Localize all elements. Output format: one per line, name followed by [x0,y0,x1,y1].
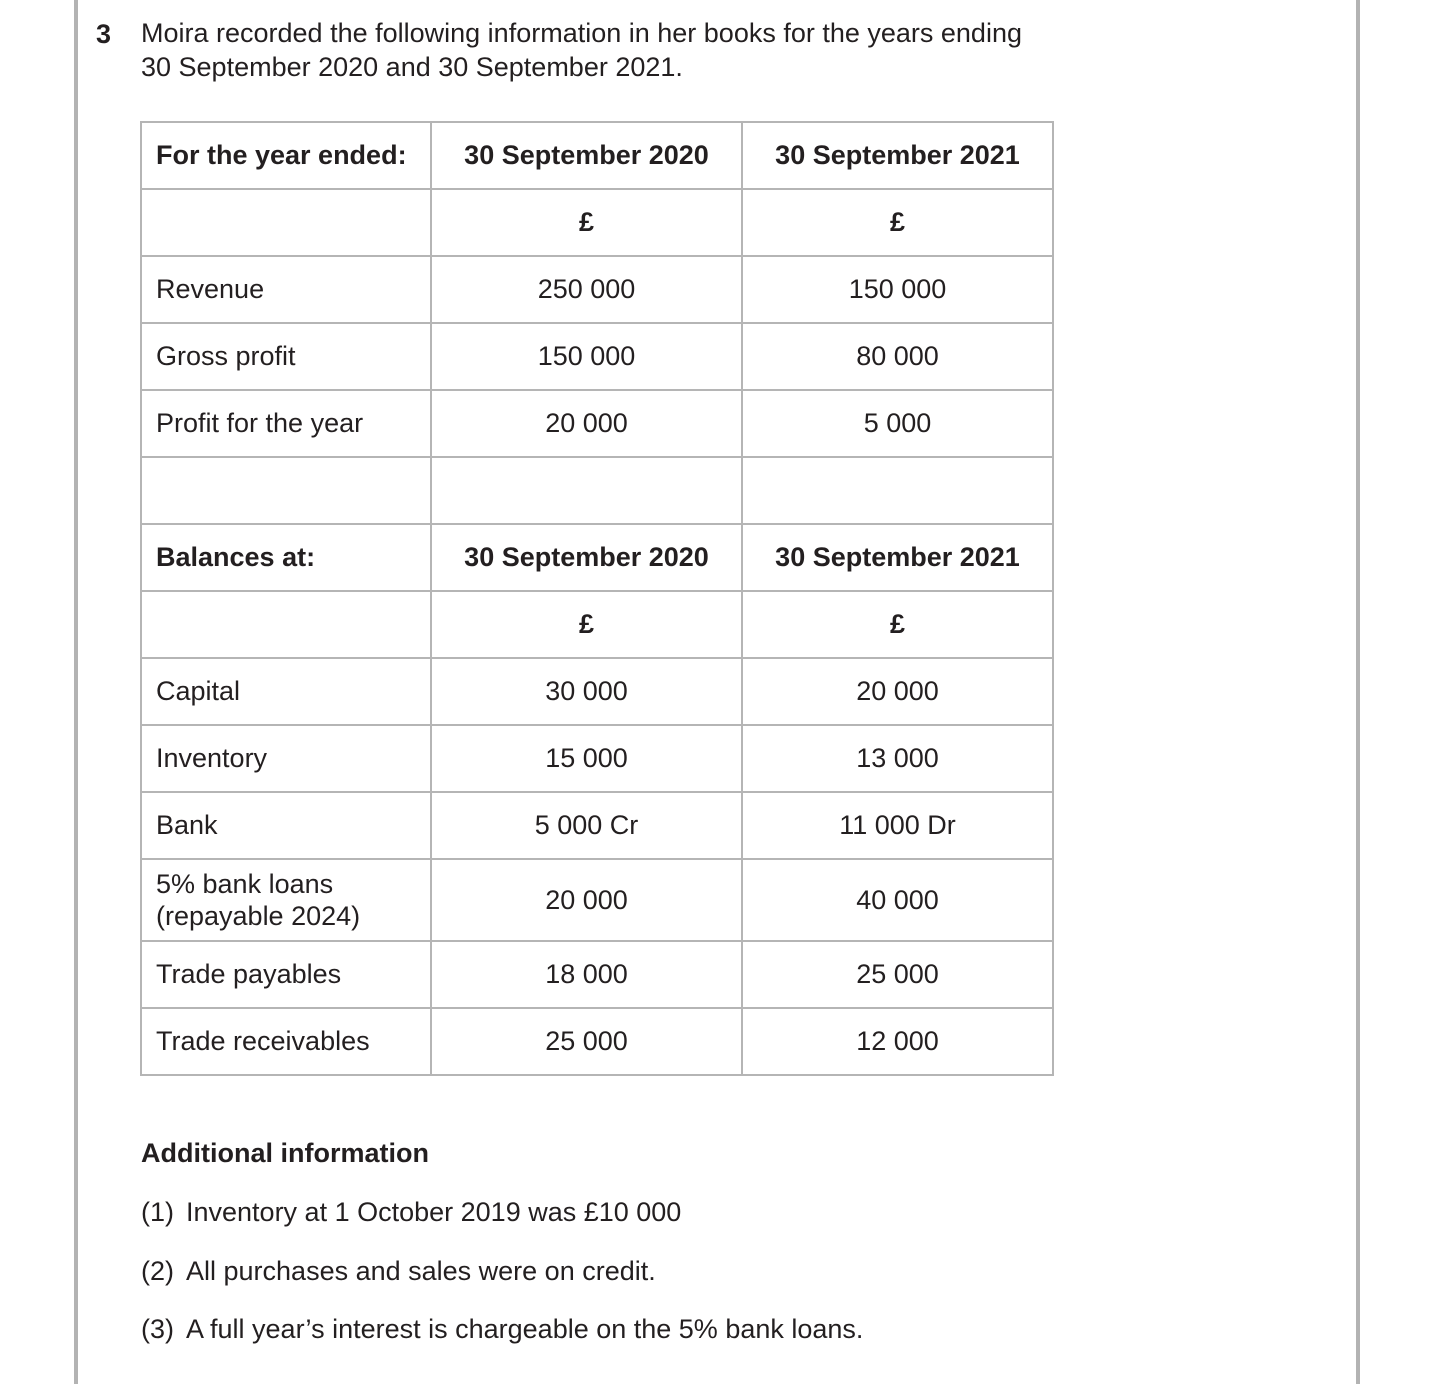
row-value: 150 000 [431,323,742,390]
row-label: Inventory [141,725,431,792]
note-item [141,1197,681,1228]
table-row [141,941,1053,1008]
note-text: All purchases and sales were on credit. [186,1256,656,1286]
row-value: 80 000 [742,323,1053,390]
note-item [141,1314,863,1345]
left-margin-line [74,0,78,1384]
right-margin-line [1356,0,1360,1384]
empty-cell [431,457,742,524]
question-number: 3 [96,19,112,49]
table-units-row [141,591,1053,658]
question-text-line-2: 30 September 2020 and 30 September 2021. [141,52,683,82]
header-cell: 30 September 2021 [742,122,1053,189]
row-label [141,859,431,941]
row-value: 20 000 [742,658,1053,725]
table-row [141,256,1053,323]
row-value: 20 000 [431,390,742,457]
table-row [141,725,1053,792]
table-row [141,792,1053,859]
empty-cell [141,457,431,524]
table-row [141,390,1053,457]
question-text-line-1: Moira recorded the following information in her books for the years ending [141,18,1022,48]
header-cell: For the year ended: [141,122,431,189]
row-label: Capital [141,658,431,725]
table-header-row [141,122,1053,189]
additional-info-title: Additional information [141,1138,429,1168]
row-value: 5 000 [742,390,1053,457]
row-label: Gross profit [141,323,431,390]
note-label: (2) [141,1256,174,1286]
row-value: 18 000 [431,941,742,1008]
units-cell: £ [431,189,742,256]
units-cell [141,591,431,658]
note-label: (1) [141,1197,174,1227]
row-label: Revenue [141,256,431,323]
table-row [141,323,1053,390]
row-label: Trade receivables [141,1008,431,1075]
row-value: 30 000 [431,658,742,725]
row-label-line-1: 5% bank loans [156,869,334,899]
table-row [141,658,1053,725]
financial-data-table [140,121,1054,1076]
header-cell: 30 September 2020 [431,122,742,189]
table-row [141,859,1053,941]
row-label: Bank [141,792,431,859]
row-value: 15 000 [431,725,742,792]
row-value: 40 000 [742,859,1053,941]
table-row [141,1008,1053,1075]
row-label: Trade payables [141,941,431,1008]
row-value: 11 000 Dr [742,792,1053,859]
row-label: Profit for the year [141,390,431,457]
table-empty-row [141,457,1053,524]
row-value: 12 000 [742,1008,1053,1075]
units-cell [141,189,431,256]
note-text: A full year’s interest is chargeable on the 5% bank loans. [186,1314,864,1344]
question-text [141,16,1101,84]
header-cell: 30 September 2020 [431,524,742,591]
row-value: 25 000 [742,941,1053,1008]
row-value: 250 000 [431,256,742,323]
units-cell: £ [742,189,1053,256]
row-value: 25 000 [431,1008,742,1075]
row-value: 20 000 [431,859,742,941]
note-text: Inventory at 1 October 2019 was £10 000 [186,1197,682,1227]
row-value: 13 000 [742,725,1053,792]
row-value: 150 000 [742,256,1053,323]
units-cell: £ [431,591,742,658]
empty-cell [742,457,1053,524]
header-cell: 30 September 2021 [742,524,1053,591]
row-label-line-2: (repayable 2024) [156,901,361,931]
row-value: 5 000 Cr [431,792,742,859]
note-label: (3) [141,1314,174,1344]
header-cell: Balances at: [141,524,431,591]
table-units-row [141,189,1053,256]
units-cell: £ [742,591,1053,658]
table-header-row [141,524,1053,591]
note-item [141,1256,656,1287]
